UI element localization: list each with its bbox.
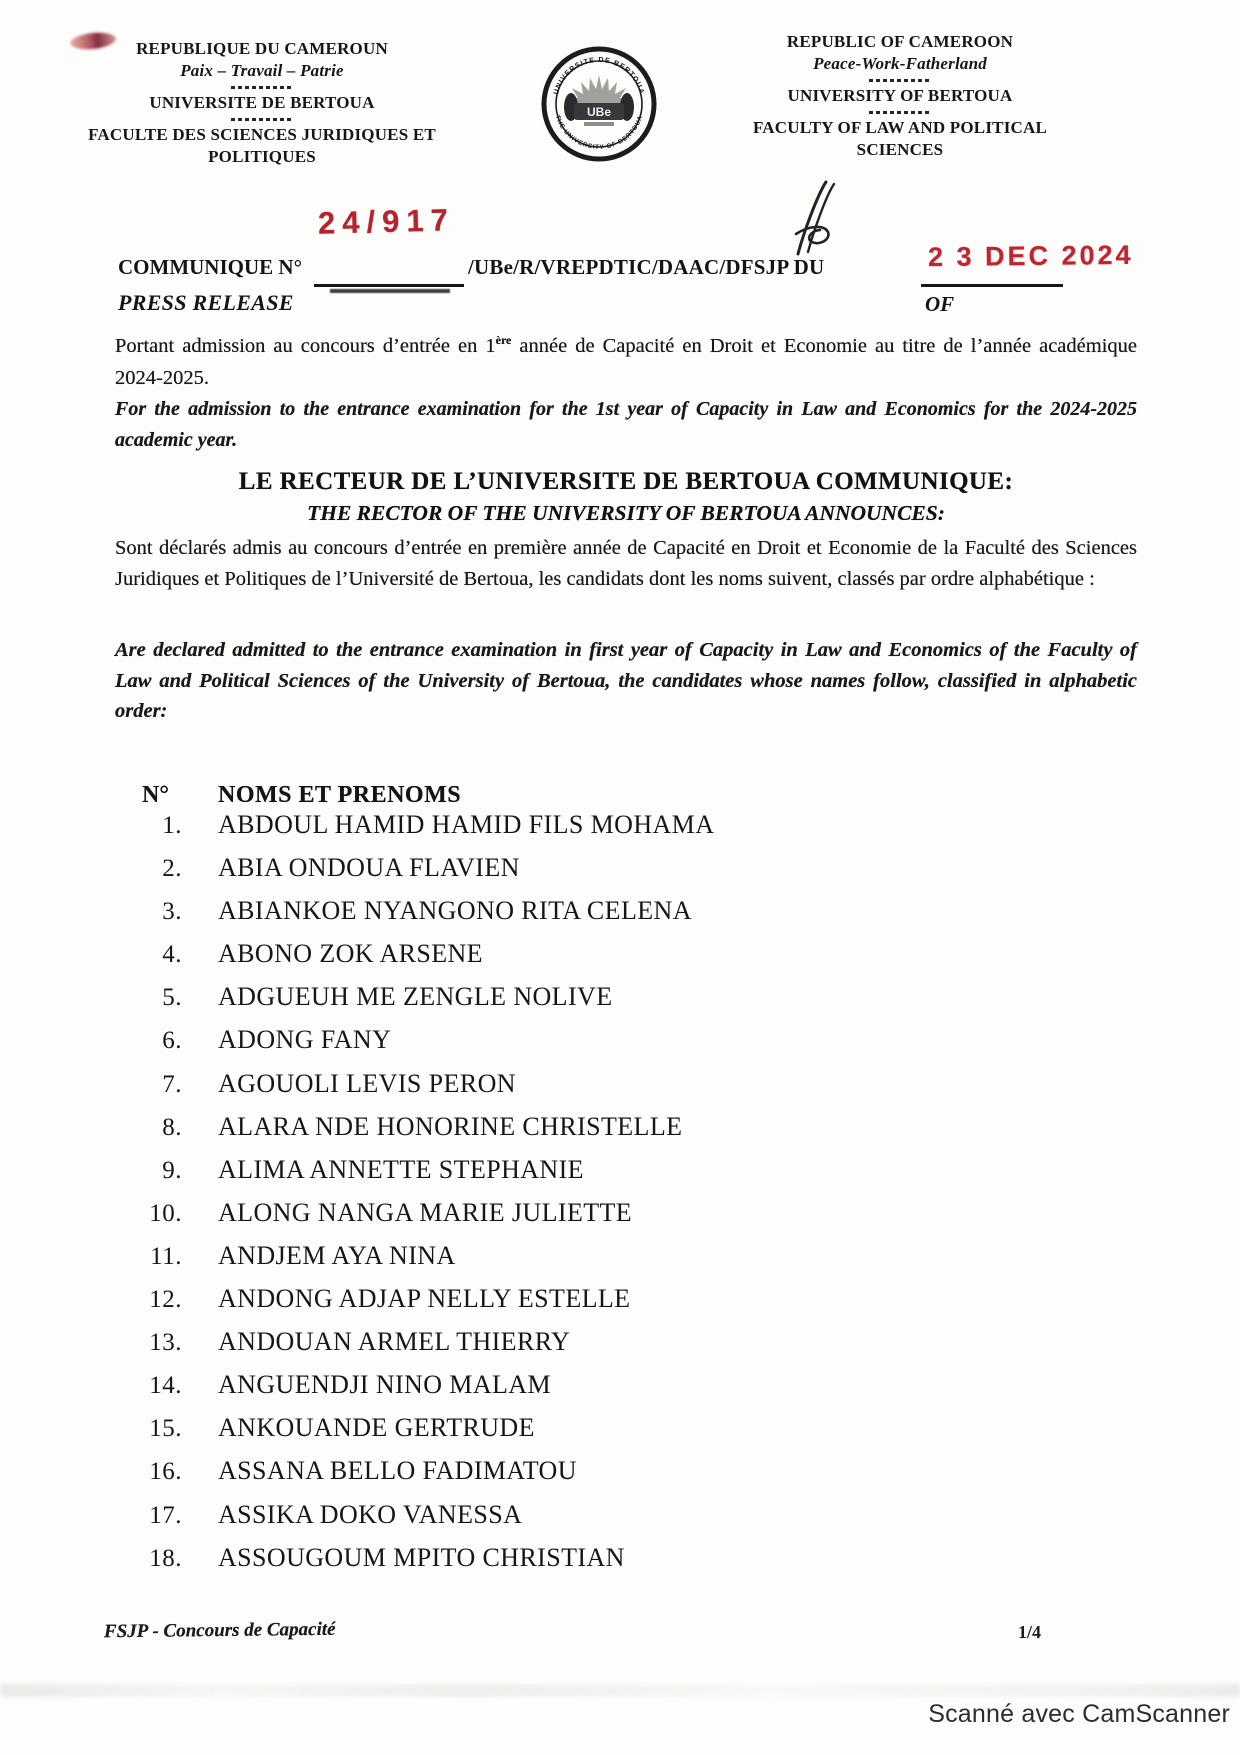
header-left-motto: Paix – Travail – Patrie [180, 61, 344, 80]
body-paragraph-en: Are declared admitted to the entrance examination in first year of Capacity in Law and Economics of the Faculty of Law and Political Sciences of the University of Bertoua, the candidates whose names follow, classified in alphabetic order: [115, 639, 1137, 722]
list-item-number: 6. [162, 1027, 182, 1055]
list-item [114, 1413, 1014, 1456]
list-item-name: ABONO ZOK ARSENE [218, 939, 483, 969]
seal-arc-top-text: UNIVERSITE DE BERTOUA [551, 54, 647, 96]
list-item-name: ABIA ONDOUA FLAVIEN [218, 853, 520, 883]
list-item [114, 1069, 1014, 1112]
number-underline-heavy [330, 289, 450, 293]
header-french [82, 38, 442, 168]
list-item [114, 896, 1014, 939]
camscanner-watermark: Scanné avec CamScanner [928, 1700, 1230, 1728]
list-item-number: 5. [162, 984, 182, 1012]
list-item-name: ABIANKOE NYANGONO RITA CELENA [218, 896, 692, 926]
header-left-country: REPUBLIQUE DU CAMEROUN [136, 39, 388, 58]
list-item [114, 1500, 1014, 1543]
list-item-name: ASSIKA DOKO VANESSA [218, 1499, 523, 1529]
list-item-name: ALARA NDE HONORINE CHRISTELLE [218, 1111, 683, 1141]
list-item-name: ADGUEUH ME ZENGLE NOLIVE [218, 982, 613, 1012]
rector-heading-en: THE RECTOR OF THE UNIVERSITY OF BERTOUA ANNOUNCES: [307, 501, 945, 525]
separator-dashes [869, 111, 931, 114]
list-item-name: ADONG FANY [218, 1025, 392, 1055]
list-item-name: ANDONG ADJAP NELLY ESTELLE [218, 1284, 631, 1314]
list-item-number: 16. [149, 1458, 182, 1486]
subject-fr-text-continued: année de Capacité en Droit et Economie au titre de l’année académique 2024-2025. [115, 334, 1137, 390]
handwritten-initials [768, 176, 852, 262]
list-item-name: ASSANA BELLO FADIMATOU [218, 1456, 577, 1486]
list-item-number: 14. [149, 1372, 182, 1400]
list-item-name: ALIMA ANNETTE STEPHANIE [218, 1154, 584, 1184]
header-right-university: UNIVERSITY OF BERTOUA [787, 86, 1013, 105]
list-item-number: 4. [162, 941, 182, 969]
communique-code-suffix: /UBe/R/VREPDTIC/DAAC/DFSJP DU [468, 255, 825, 279]
subject-fr-superscript: ère [495, 333, 512, 347]
rector-heading-fr: LE RECTEUR DE L’UNIVERSITE DE BERTOUA COMMUNIQUE: [238, 468, 1014, 495]
header-english [735, 31, 1065, 161]
number-underline [314, 284, 464, 287]
date-stamp: 2 3 DEC 2024 [927, 239, 1134, 273]
page-number: 1/4 [1018, 1622, 1042, 1642]
header-right-faculty: FACULTY OF LAW AND POLITICAL SCIENCES [752, 118, 1048, 159]
list-item-number: 8. [162, 1113, 182, 1141]
list-item-number: 11. [150, 1242, 182, 1270]
list-item [114, 1198, 1014, 1241]
separator-dashes [231, 118, 293, 121]
subject-paragraph-en: For the admission to the entrance examination for the 1st year of Capacity in Law and Economics for the 2024-2025 academic year. [115, 398, 1137, 451]
communique-label: COMMUNIQUE N° [118, 255, 302, 279]
header-right-country: REPUBLIC OF CAMEROON [786, 32, 1014, 51]
list-item-number: 13. [149, 1329, 182, 1357]
list-item-number: 18. [149, 1544, 182, 1572]
list-item-name: ALONG NANGA MARIE JULIETTE [218, 1197, 633, 1227]
list-item-number: 17. [149, 1501, 182, 1529]
list-header-number: N° [142, 782, 169, 808]
list-item-name: ABDOUL HAMID HAMID FILS MOHAMA [218, 810, 715, 839]
seal-monogram: UBe [586, 105, 612, 119]
of-label: OF [925, 292, 955, 316]
seal-sunburst [568, 75, 630, 103]
list-item [114, 1543, 1014, 1586]
list-item [114, 1327, 1014, 1370]
footer-document-label: FSJP - Concours de Capacité [103, 1618, 336, 1643]
list-item [114, 1112, 1014, 1155]
subject-paragraph-fr [115, 324, 1137, 395]
list-item [114, 939, 1014, 982]
list-item [114, 1155, 1014, 1198]
list-item [114, 982, 1014, 1025]
header-left-university: UNIVERSITE DE BERTOUA [149, 93, 375, 112]
list-item-name: ANDJEM AYA NINA [218, 1240, 456, 1270]
seal-arc-bottom-text: THE UNIVERSITY OF BERTOUA [553, 114, 645, 152]
communique-number-stamp: 24/917 [317, 202, 456, 241]
body-paragraph-fr: Sont déclarés admis au concours d’entrée en première année de Capacité en Droit et Economie de la Faculté des Sciences Juridiques et Politiques de l’Université de Bertoua, les candidats dont les noms suivent, classés par ordre alphabétique : [115, 537, 1137, 590]
page-edge-shadow [0, 1684, 1240, 1697]
separator-dashes [869, 79, 931, 82]
list-header-names: NOMS ET PRENOMS [218, 782, 462, 808]
header-right-motto: Peace-Work-Fatherland [813, 54, 987, 73]
list-item [114, 853, 1014, 896]
seal-base [584, 122, 614, 126]
list-item-number: 2. [162, 855, 182, 883]
list-item-name: ANKOUANDE GERTRUDE [218, 1413, 535, 1443]
list-item-name: AGOUOLI LEVIS PERON [218, 1068, 516, 1098]
separator-dashes [231, 86, 293, 89]
list-item [114, 810, 1014, 853]
list-item-number: 15. [149, 1415, 182, 1443]
list-item-name: ASSOUGOUM MPITO CHRISTIAN [218, 1542, 625, 1572]
list-item [114, 1456, 1014, 1499]
list-item-number: 9. [162, 1156, 182, 1184]
date-underline [921, 284, 1063, 287]
press-release-label: PRESS RELEASE [118, 290, 294, 315]
list-item [114, 1025, 1014, 1068]
list-item-number: 1. [162, 812, 182, 839]
list-item-number: 10. [149, 1199, 182, 1227]
subject-fr-text: Portant admission au concours d’entrée en 1 [115, 334, 496, 357]
list-item [114, 1241, 1014, 1284]
names-list [114, 810, 1014, 1586]
list-item-number: 3. [162, 898, 182, 926]
list-item-name: ANDOUAN ARMEL THIERRY [218, 1327, 571, 1357]
list-item-number: 12. [149, 1286, 182, 1314]
header-left-faculty: FACULTE DES SCIENCES JURIDIQUES ET POLITIQUES [88, 125, 436, 166]
list-item [114, 1284, 1014, 1327]
university-seal [540, 44, 658, 164]
list-item [114, 1370, 1014, 1413]
list-item-number: 7. [162, 1070, 182, 1098]
list-item-name: ANGUENDJI NINO MALAM [218, 1370, 551, 1400]
